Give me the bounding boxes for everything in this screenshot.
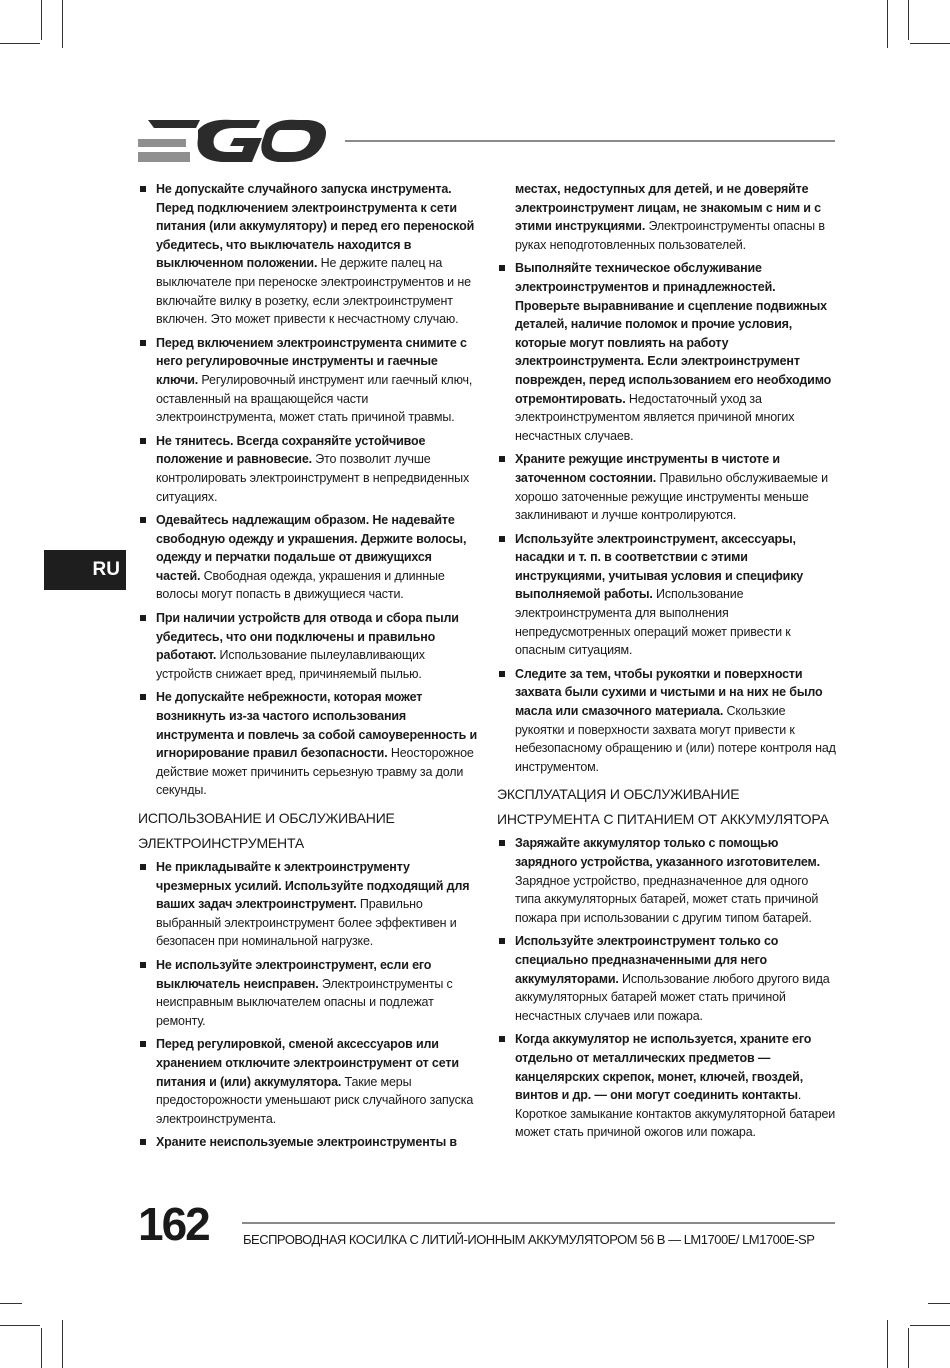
section-title: ИСПОЛЬЗОВАНИЕ И ОБСЛУЖИВАНИЕ ЭЛЕКТРОИНСТРУМЕНТА [138, 810, 395, 851]
footer-rule [242, 1222, 835, 1224]
list-item [138, 609, 478, 683]
item-bold: Храните неиспользуемые электроинструменты в [156, 1135, 457, 1150]
item-bold: Не допускайте небрежности, которая может возникнуть из-за частого использования инструмента и повлечь за собой самоуверенность и игнорирование правил безопасности. [156, 690, 478, 761]
item-text: Электроинструменты опасны в руках неподготовленных пользователей. [515, 219, 825, 252]
list-item [497, 1030, 837, 1142]
list-item [138, 858, 478, 951]
crop-mark [910, 1325, 950, 1326]
crop-mark [928, 1303, 950, 1304]
item-text: Это позволит лучше контролировать электроинструмент в непредвиденных ситуациях. [156, 452, 470, 504]
list-item [138, 334, 478, 427]
item-text: Регулировочный инструмент или гаечный ключ, оставленный на вращающейся части электроинструмента, может стать причиной травмы. [156, 372, 473, 425]
bullet-icon [140, 615, 146, 621]
item-text: Зарядное устройство, предназначенное для одного типа аккумуляторных батарей, может стать причиной пожара при использовании с другим типом батарей. [515, 873, 819, 925]
item-bold: местах, недоступных для детей, и не доверяйте электроинструмент лицам, не знакомым с ним и с этими инструкциями. [515, 182, 821, 234]
crop-mark [910, 43, 950, 44]
crop-mark [41, 1328, 42, 1368]
item-text: Неосторожное действие может причинить серьезную травму за доли секунды. [156, 746, 474, 798]
item-bold: Не прикладывайте к электроинструменту чрезмерных усилий. Используйте подходящий для ваших задач электроинструмент. [156, 860, 470, 912]
list-item-continuation [497, 180, 837, 254]
item-bold: Следите за тем, чтобы рукоятки и поверхности захвата были сухими и чистыми и на них не было масла или смазочного материала. [515, 666, 823, 719]
right-column [497, 180, 837, 1147]
item-bold: Используйте электроинструмент, аксессуары, насадки и т. п. в соответствии с этими инструкциями, учитывая условия и специфику выполняемой работы. [515, 531, 804, 602]
crop-mark [41, 0, 42, 40]
item-text: Использование пылеулавливающих устройств снижает вред, причиняемый пылью. [156, 648, 425, 681]
item-bold: Заряжайте аккумулятор только с помощью зарядного устройства, указанного изготовителем. [515, 836, 820, 869]
item-text: Электроинструменты с неисправным выключателем опасны и подлежат ремонту. [156, 976, 453, 1028]
bullet-icon [499, 671, 505, 677]
crop-mark [887, 1320, 888, 1368]
bullet-icon [499, 456, 505, 462]
list-item [497, 530, 837, 660]
item-bold: Не тянитесь. Всегда сохраняйте устойчивое положение и равновесие. [156, 433, 426, 467]
item-text: Скользкие рукоятки и поверхности захвата могут привести к небезопасному обращению и (или) потере контроля над инструментом. [515, 704, 836, 774]
bullet-icon [140, 517, 146, 523]
bullet-icon [140, 1041, 146, 1047]
bullet-icon [499, 938, 505, 944]
list-item [138, 1133, 478, 1152]
page-number: 162 [138, 1198, 209, 1250]
list-item [497, 259, 837, 445]
bullet-icon [499, 840, 505, 846]
item-text: Использование электроинструмента для выполнения непредусмотренных операций может привести к опасным ситуациям. [515, 587, 791, 658]
bullet-icon [140, 438, 146, 444]
crop-mark [0, 1303, 22, 1304]
bullet-icon [140, 1139, 146, 1145]
crop-mark [62, 0, 63, 48]
left-column [138, 180, 478, 1157]
list-item [138, 688, 478, 800]
list-item [138, 180, 478, 329]
bullet-icon [140, 694, 146, 700]
crop-mark [0, 43, 40, 44]
item-bold: Храните режущие инструменты в чистоте и заточенном состоянии. [515, 452, 780, 485]
header-rule [345, 140, 835, 142]
crop-mark [0, 1325, 40, 1326]
item-bold: При наличии устройств для отвода и сбора пыли убедитесь, что они подключены и правильно работают. [156, 611, 459, 663]
item-bold: Перед регулировкой, сменой аксессуаров или хранением отключите электроинструмент от сети питания и (или) аккумулятора. [156, 1037, 459, 1089]
ego-logo [138, 116, 328, 164]
item-bold: Одевайтесь надлежащим образом. Не надевайте свободную одежду и украшения. Держите волосы, одежду и перчатки подальше от движущихся частей. [156, 513, 467, 583]
bullet-icon [499, 1036, 505, 1042]
list-item [138, 511, 478, 604]
item-bold: Не допускайте случайного запуска инструмента. Перед подключением электроинструмента к сети питания (или аккумулятору) и перед его переноской убедитесь, что выключатель находится в выключенном положении. [156, 182, 475, 271]
list-item [138, 956, 478, 1030]
list-item [138, 432, 478, 506]
bullet-icon [140, 186, 146, 192]
list-item [138, 1035, 478, 1128]
list-item [497, 834, 837, 927]
item-text: Правильно выбранный электроинструмент более эффективен и безопасен при номинальной нагрузке. [156, 897, 457, 949]
item-bold: Используйте электроинструмент только со специально предназначенными для него аккумуляторами. [515, 934, 779, 986]
item-text: Свободная одежда, украшения и длинные волосы могут попасть в движущиеся части. [156, 568, 445, 602]
item-bold: Перед включением электроинструмента снимите с него регулировочные инструменты и гаечные ключи. [156, 335, 467, 387]
item-text: Такие меры предосторожности уменьшают риск случайного запуска электроинструмента. [156, 1074, 474, 1126]
item-text: Использование любого другого вида аккумуляторных батарей может стать причиной несчастных случаев или пожара. [515, 971, 830, 1023]
item-text: Не держите палец на выключателе при переноске электроинструментов и не включайте вилку в розетку, если электроинструмент включен. Это может привести к несчастному случаю. [156, 256, 471, 327]
bullet-icon [140, 340, 146, 346]
list-item [497, 450, 837, 524]
list-item [497, 665, 837, 777]
bullet-icon [499, 265, 505, 271]
section-title: ЭКСПЛУАТАЦИЯ И ОБСЛУЖИВАНИЕ ИНСТРУМЕНТА С ПИТАНИЕМ ОТ АККУМУЛЯТОРА [497, 786, 829, 828]
bullet-icon [140, 864, 146, 870]
item-text: Недостаточный уход за электроинструментом является причиной многих несчастных случаев. [515, 391, 795, 443]
item-text: Правильно обслуживаемые и хорошо заточенные режущие инструменты меньше заклинивают и лучше контролируются. [515, 470, 828, 523]
footer-text: БЕСПРОВОДНАЯ КОСИЛКА С ЛИТИЙ-ИОННЫМ АККУМУЛЯТОРОМ 56 В — LM1700E/ LM1700E-SP [243, 1232, 815, 1247]
crop-mark [887, 0, 888, 48]
crop-mark [908, 1328, 909, 1368]
item-bold: Выполняйте техническое обслуживание электроинструментов и принадлежностей. Проверьте выравнивание и сцепление подвижных деталей, наличие поломок и прочие условия, которые могут повлиять на работу электроинструмента. Если электроинструмент поврежден, перед использованием его необходимо отремонтировать. [515, 261, 832, 406]
bullet-icon [499, 536, 505, 542]
item-text: . Короткое замыкание контактов аккумуляторной батареи может стать причиной ожогов или пожара. [515, 1088, 836, 1140]
crop-mark [908, 0, 909, 40]
list-item [497, 932, 837, 1025]
crop-mark [62, 1320, 63, 1368]
item-bold: Не используйте электроинструмент, если его выключатель неисправен. [156, 957, 432, 991]
item-bold: Когда аккумулятор не используется, храните его отдельно от металлических предметов — канцелярских скрепок, монет, ключей, гвоздей, винтов и др. — они могут соединить контакты [515, 1032, 812, 1103]
language-tab: RU [44, 550, 126, 590]
bullet-icon [140, 962, 146, 968]
